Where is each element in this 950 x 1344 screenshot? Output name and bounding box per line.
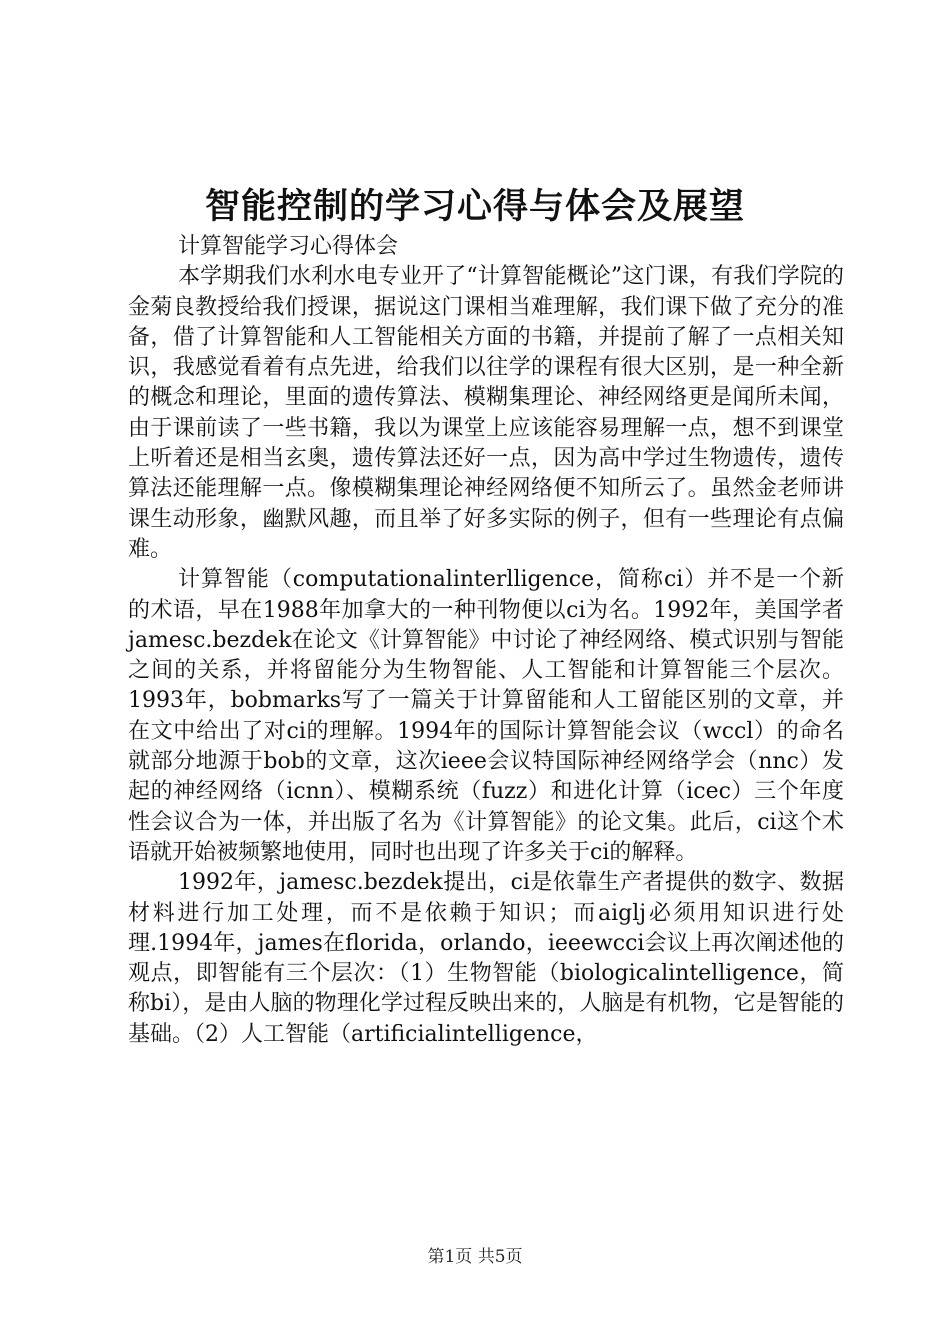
subtitle-paragraph: 计算智能学习心得体会 [178, 234, 399, 259]
document-body [128, 232, 844, 1050]
body-paragraph: 1992年，jamesc.bezdek提出，ci是依靠生产者提供的数字、数据材料进行加工处理，而不是依赖于知识；而aiglj必须用知识进行处理.1994年，james在florida，orlando，ieeewcci会议上再次阐述他的观点，即智能有三个层次：（1）生物智能（biologicalintelligence，简称bi），是由人脑的物理化学过程反映出来的，人脑是有机物，它是智能的基础。（2）人工智能（artificialintelligence， [128, 870, 844, 1047]
body-paragraph: 计算智能（computationalinterlligence，简称ci）并不是一个新的术语，早在1988年加拿大的一种刊物便以ci为名。1992年，美国学者jamesc.bezdek在论文《计算智能》中讨论了神经网络、模式识别与智能之间的关系，并将留能分为生物智能、人工智能和计算智能三个层次。1993年，bobmarks写了一篇关于计算留能和人工留能区别的文章，并在文中给出了对ci的理解。1994年的国际计算智能会议（wccl）的命名就部分地源于bob的文章，这次ieee会议特国际神经网络学会（nnc）发起的神经网络（icnn）、模糊系统（fuzz）和进化计算（icec）三个年度性会议合为一体，并出版了名为《计算智能》的论文集。此后，ci这个术语就开始被频繁地使用，同时也出现了许多关于ci的解释。 [128, 567, 844, 865]
body-paragraph: 本学期我们水利水电专业开了“计算智能概论”这门课，有我们学院的金菊良教授给我们授课，据说这门课相当难理解，我们课下做了充分的准备，借了计算智能和人工智能相关方面的书籍，并提前了解了一点相关知识，我感觉看着有点先进，给我们以往学的课程有很大区别，是一种全新的概念和理论，里面的遗传算法、模糊集理论、神经网络更是闻所未闻，由于课前读了一些书籍，我以为课堂上应该能容易理解一点，想不到课堂上听着还是相当玄奥，遗传算法还好一点，因为高中学过生物遗传，遗传算法还能理解一点。像模糊集理论神经网络便不知所云了。虽然金老师讲课生动形象，幽默风趣，而且举了好多实际的例子，但有一些理论有点偏难。 [128, 264, 844, 562]
page-footer: 第1页 共5页 [427, 1247, 523, 1267]
document-title: 智能控制的学习心得与体会及展望 [204, 186, 745, 227]
